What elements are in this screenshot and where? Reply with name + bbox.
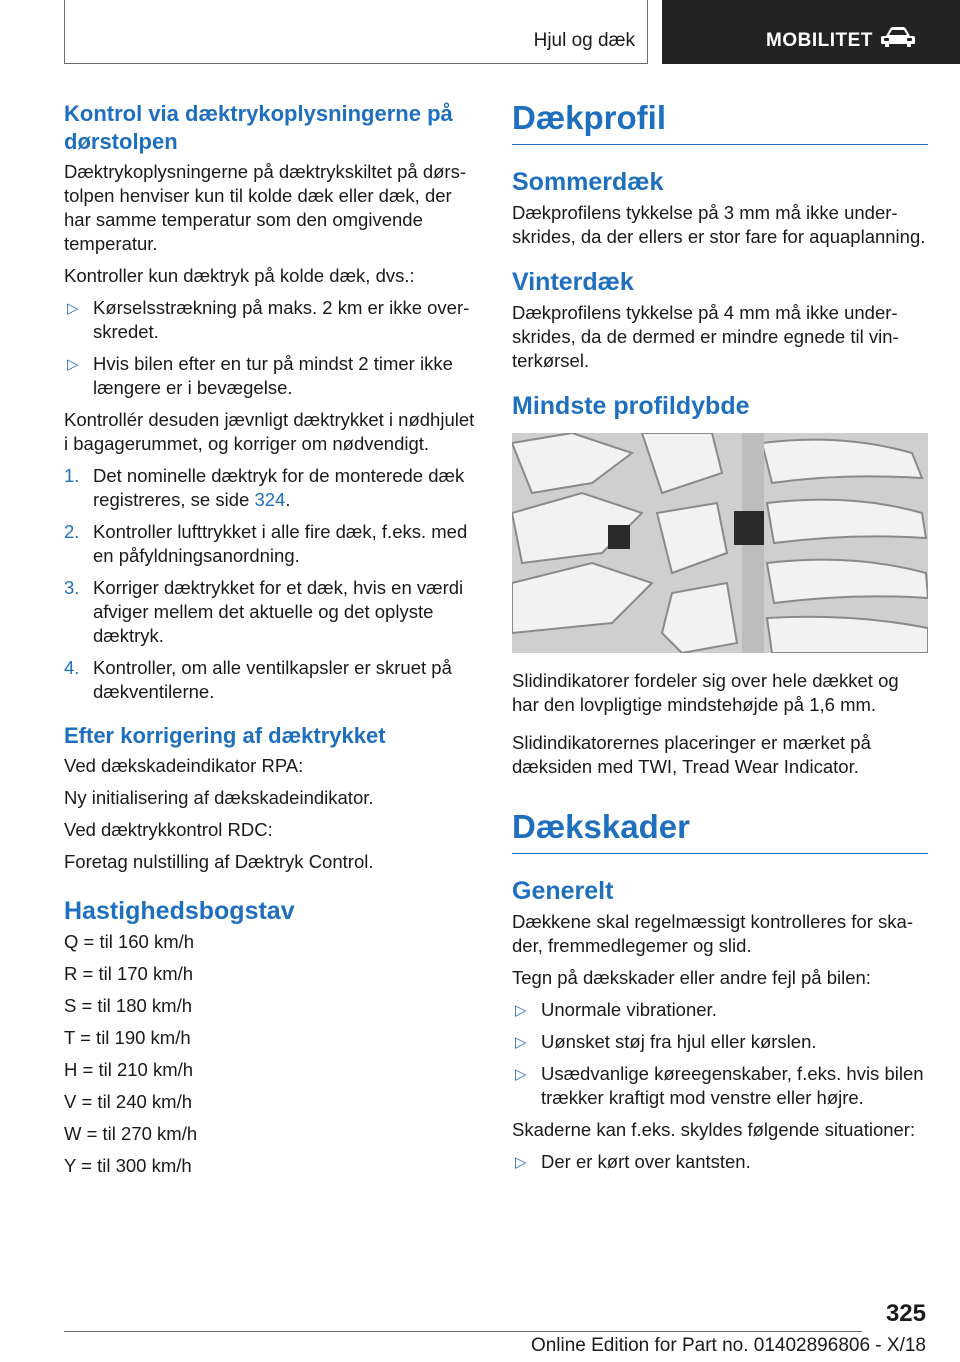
header-chapter-tab — [662, 0, 960, 64]
page-number: 325 — [885, 1300, 926, 1327]
tire-tread-illustration — [512, 433, 928, 653]
list-item: 1. Det nominelle dæktryk for de monterede dæk registreres, se side 324. — [64, 465, 465, 510]
speed-item: V = til 240 km/h — [64, 1091, 193, 1112]
list-item: 3. Korriger dæktrykket for et dæk, hvis en værdi afviger mellem det aktuelle og det oplyste dæktryk. — [64, 577, 464, 646]
footer-divider — [64, 1331, 862, 1332]
triangle-bullet-icon: ▷ — [515, 1034, 527, 1051]
bullet-list — [512, 1150, 928, 1174]
right-column — [512, 100, 928, 1182]
bullet-list — [512, 998, 928, 1110]
list-item: ▷ Unormale vibrationer. — [512, 998, 928, 1022]
header-section-title: Hjul og dæk — [533, 30, 635, 51]
numbered-list — [64, 464, 478, 704]
paragraph: Kontroller kun dæktryk på kolde dæk, dvs.: — [64, 265, 415, 286]
paragraph: Ny initialisering af dækskadeindikator. — [64, 787, 374, 808]
left-column — [64, 100, 478, 1186]
speed-item: Y = til 300 km/h — [64, 1155, 192, 1176]
paragraph: Dækkene skal regelmæssigt kontrolleres for skader, fremmedlegemer og slid. — [512, 911, 913, 956]
triangle-bullet-icon: ▷ — [515, 1002, 527, 1019]
heading-summer-tires: Sommerdæk — [512, 168, 664, 196]
paragraph: Kontrollér desuden jævnligt dæktrykket i nødhjulet i bagagerummet, og korriger om nødvendigt. — [64, 409, 475, 454]
header-chapter-title: MOBILITET — [766, 30, 873, 51]
heading-tread-profile: Dækprofil — [512, 96, 928, 145]
paragraph: Skaderne kan f.eks. skyldes følgende situationer: — [512, 1119, 916, 1140]
list-item: 2. Kontroller lufttrykket i alle fire dæk, f.eks. med en påfyldningsanordning. — [64, 521, 468, 566]
paragraph: Ved dækskadeindikator RPA: — [64, 755, 304, 776]
speed-item: H = til 210 km/h — [64, 1059, 194, 1080]
triangle-bullet-icon: ▷ — [515, 1154, 527, 1171]
triangle-bullet-icon: ▷ — [67, 356, 79, 373]
triangle-bullet-icon: ▷ — [67, 300, 79, 317]
list-item: ▷ Der er kørt over kantsten. — [512, 1150, 928, 1174]
paragraph: Slidindikatorer fordeler sig over hele dækket og har den lovpligtige mindstehøjde på 1,6 mm. — [512, 670, 899, 715]
step-number: 3. — [64, 577, 80, 598]
speed-item: R = til 170 km/h — [64, 963, 194, 984]
speed-item: T = til 190 km/h — [64, 1027, 191, 1048]
tread-wear-indicator-image — [512, 433, 928, 653]
page-link[interactable]: 324 — [254, 489, 286, 510]
paragraph: Ved dæktrykkontrol RDC: — [64, 819, 273, 840]
paragraph: Dækprofilens tykkelse på 4 mm må ikke underskrides, da de dermed er mindre egnede til vinterkørsel. — [512, 302, 899, 371]
heading-winter-tires: Vinterdæk — [512, 268, 634, 296]
speed-item: W = til 270 km/h — [64, 1123, 198, 1144]
list-item: ▷ Uønsket støj fra hjul eller kørslen. — [512, 1030, 928, 1054]
footer-edition: Online Edition for Part no. 01402896806 - X/18 — [530, 1335, 926, 1356]
heading-tire-damage: Dækskader — [512, 805, 928, 854]
heading-speed-letter: Hastighedsbogstav — [64, 897, 295, 925]
list-item: ▷ Usædvanlige køreegenskaber, f.eks. hvis bilen trækker kraftigt mod venstre eller højre. — [515, 1063, 924, 1108]
speed-item: Q = til 160 km/h — [64, 931, 195, 952]
speed-item: S = til 180 km/h — [64, 995, 193, 1016]
paragraph: Foretag nulstilling af Dæktryk Control. — [64, 851, 374, 872]
heading-after-correction: Efter korrigering af dæktrykket — [64, 723, 386, 748]
list-item: ▷ Kørselsstrækning på maks. 2 km er ikke overskredet. — [67, 297, 470, 342]
list-item: ▷ Hvis bilen efter en tur på mindst 2 timer ikke længere er i bevægelse. — [67, 353, 453, 398]
heading-door-pillar: Kontrol via dæktrykoplysningerne på dørstolpen — [64, 101, 453, 154]
step-number: 4. — [64, 657, 80, 678]
triangle-bullet-icon: ▷ — [515, 1066, 527, 1083]
speed-list — [64, 930, 478, 1178]
paragraph: Tegn på dækskader eller andre fejl på bilen: — [512, 967, 871, 988]
list-item: 4. Kontroller, om alle ventilkapsler er skruet på dækventilerne. — [64, 657, 452, 702]
paragraph: Dæktrykoplysningerne på dæktrykskiltet på dørstolpen henviser kun til kolde dæk eller dæk, der har samme temperatur som den omgivende temperatur. — [64, 161, 467, 254]
step-number: 1. — [64, 465, 80, 486]
car-icon — [880, 26, 916, 48]
header-section-box — [64, 0, 648, 64]
heading-min-tread-depth: Mindste profildybde — [512, 392, 750, 420]
step-number: 2. — [64, 521, 80, 542]
paragraph: Slidindikatorernes placeringer er mærket på dæksiden med TWI, Tread Wear Indicator. — [512, 732, 871, 777]
paragraph: Dækprofilens tykkelse på 3 mm må ikke underskrides, da der ellers er stor fare for aquaplanning. — [512, 202, 926, 247]
heading-general: Generelt — [512, 877, 614, 905]
bullet-list — [64, 296, 478, 400]
